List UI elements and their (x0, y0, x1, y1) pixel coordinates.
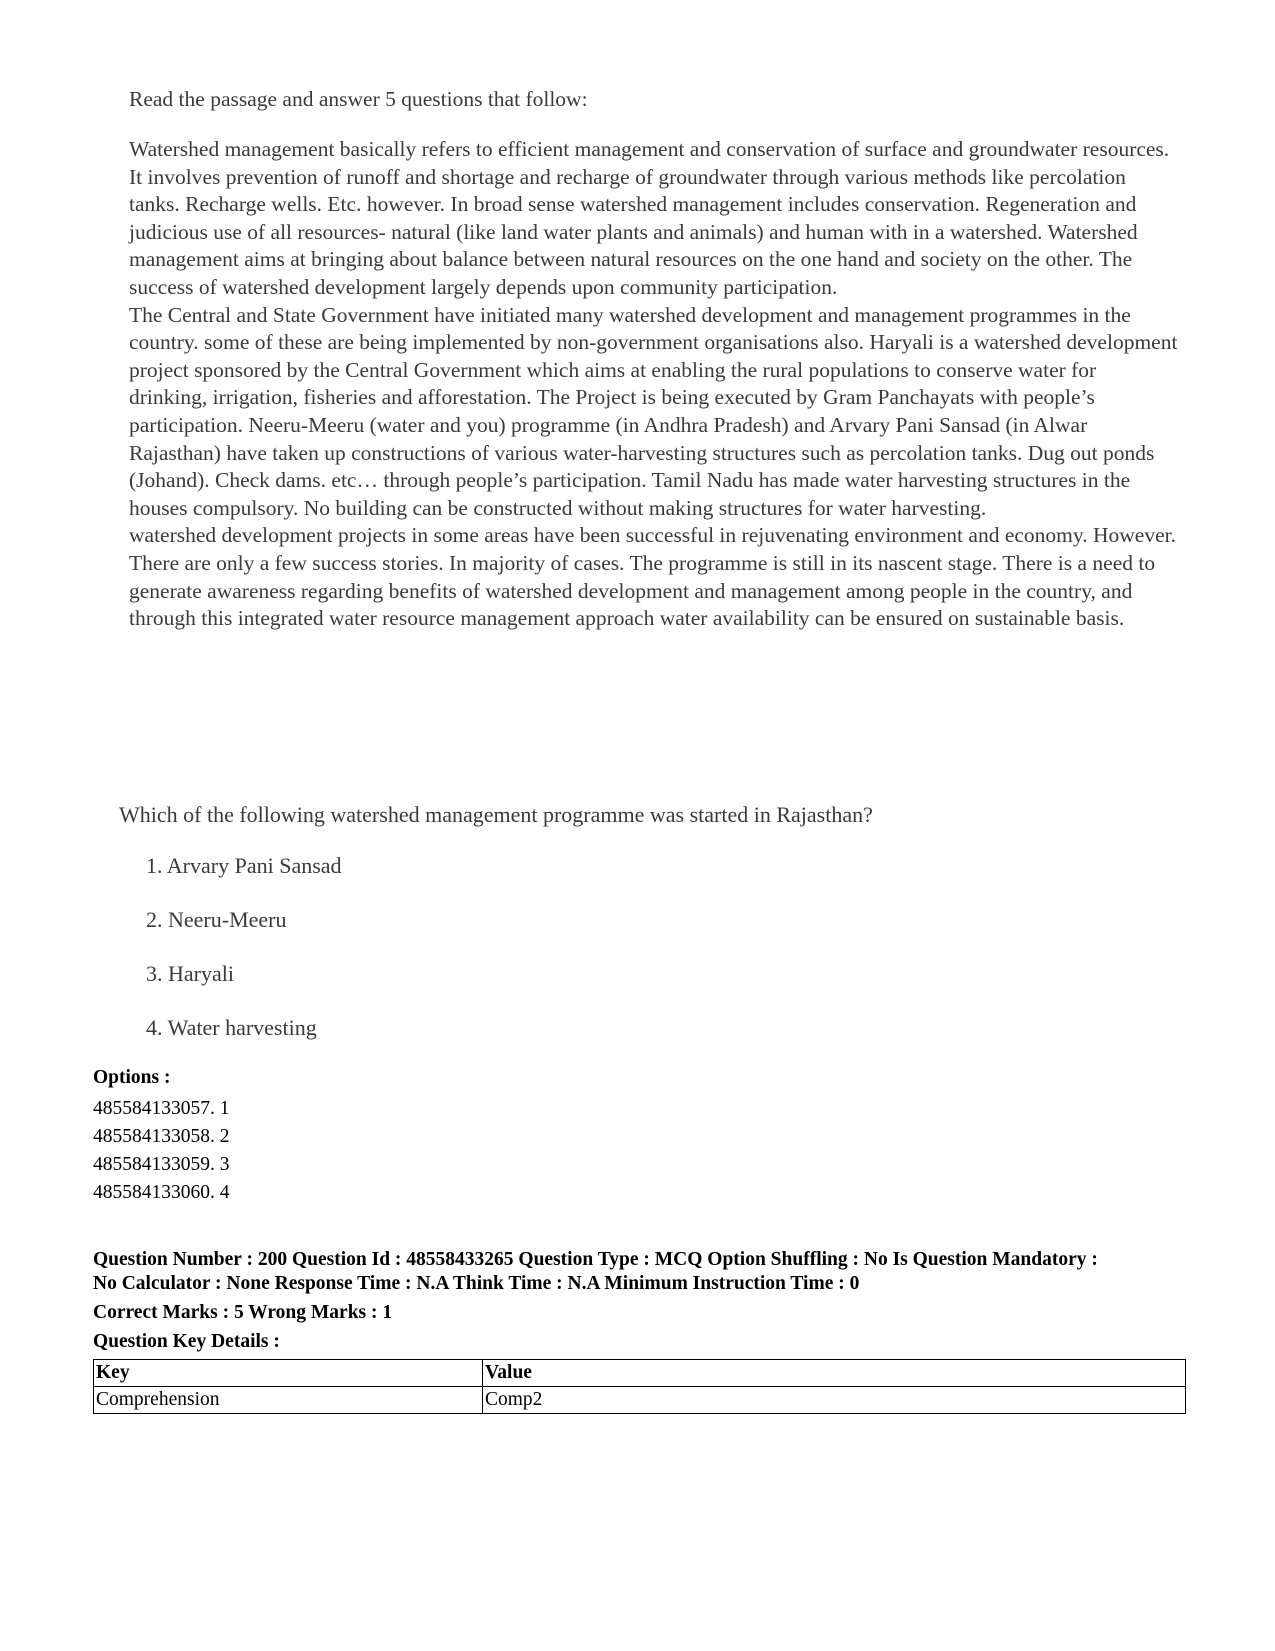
passage-paragraph: Watershed management basically refers to efficient management and conservation of surface and groundwater resources. It involves prevention of runoff and shortage and recharge of groundwater through various methods like percolation tanks. Recharge wells. Etc. however. In broad sense watershed management includes conservation. Regeneration and judicious use of all resources- natural (like land water plants and animals) and human with in a watershed. Watershed management aims at bringing about balance between natural resources on the one hand and society on the other. The success of watershed development largely depends upon community participation. (129, 137, 1170, 299)
choice-item: 1. Arvary Pani Sansad (146, 853, 342, 878)
choice-item: 2. Neeru-Meeru (146, 907, 287, 932)
question-info-line: Question Number : 200 Question Id : 48558433265 Question Type : MCQ Option Shuffling : No Is Question Mandatory : (93, 1249, 1098, 1270)
passage-text (129, 136, 1179, 633)
table-cell: Comprehension (94, 1387, 483, 1414)
table-header-row (94, 1360, 1186, 1387)
option-item: 485584133059. 3 (93, 1154, 230, 1175)
options-list (93, 1095, 1193, 1207)
choice-item: 4. Water harvesting (146, 1015, 317, 1040)
key-details-heading: Question Key Details : (93, 1331, 280, 1352)
choice-item: 3. Haryali (146, 961, 234, 986)
table-cell: Comp2 (483, 1387, 1186, 1414)
table-header-cell: Key (94, 1360, 483, 1387)
passage-paragraph: The Central and State Government have initiated many watershed development and management programmes in the country. some of these are being implemented by non-government organisations also. Haryali is a watershed development project sponsored by the Central Government which aims at enabling the rural populations to conserve water for drinking, irrigation, fisheries and afforestation. The Project is being executed by Gram Panchayats with people’s participation. Neeru-Meeru (water and you) programme (in Andhra Pradesh) and Arvary Pani Sansad (in Alwar Rajasthan) have taken up constructions of various water-harvesting structures such as percolation tanks. Dug out ponds (Johand). Check dams. etc… through people’s participation. Tamil Nadu has made water harvesting structures in the houses compulsory. No building can be constructed without making structures for water harvesting. (129, 302, 1178, 520)
table-header-cell: Value (483, 1360, 1186, 1387)
table-row (94, 1387, 1186, 1414)
question-text: Which of the following watershed management programme was started in Rajasthan? (119, 802, 873, 827)
option-item: 485584133057. 1 (93, 1098, 230, 1119)
key-details-table (93, 1359, 1186, 1414)
option-item: 485584133058. 2 (93, 1126, 230, 1147)
passage-intro: Read the passage and answer 5 questions that follow: (129, 87, 588, 111)
question-choices (146, 852, 342, 1068)
option-item: 485584133060. 4 (93, 1182, 230, 1203)
options-heading: Options : (93, 1067, 171, 1088)
question-info-line: No Calculator : None Response Time : N.A Think Time : N.A Minimum Instruction Time : 0 (93, 1273, 860, 1294)
question-info (93, 1248, 1193, 1296)
passage-paragraph: watershed development projects in some areas have been successful in rejuvenating environment and economy. However. There are only a few success stories. In majority of cases. The programme is still in its nascent stage. There is a need to generate awareness regarding benefits of watershed development and management among people in the country, and through this integrated water resource management approach water availability can be ensured on sustainable basis. (129, 523, 1176, 631)
marks-line: Correct Marks : 5 Wrong Marks : 1 (93, 1302, 393, 1323)
